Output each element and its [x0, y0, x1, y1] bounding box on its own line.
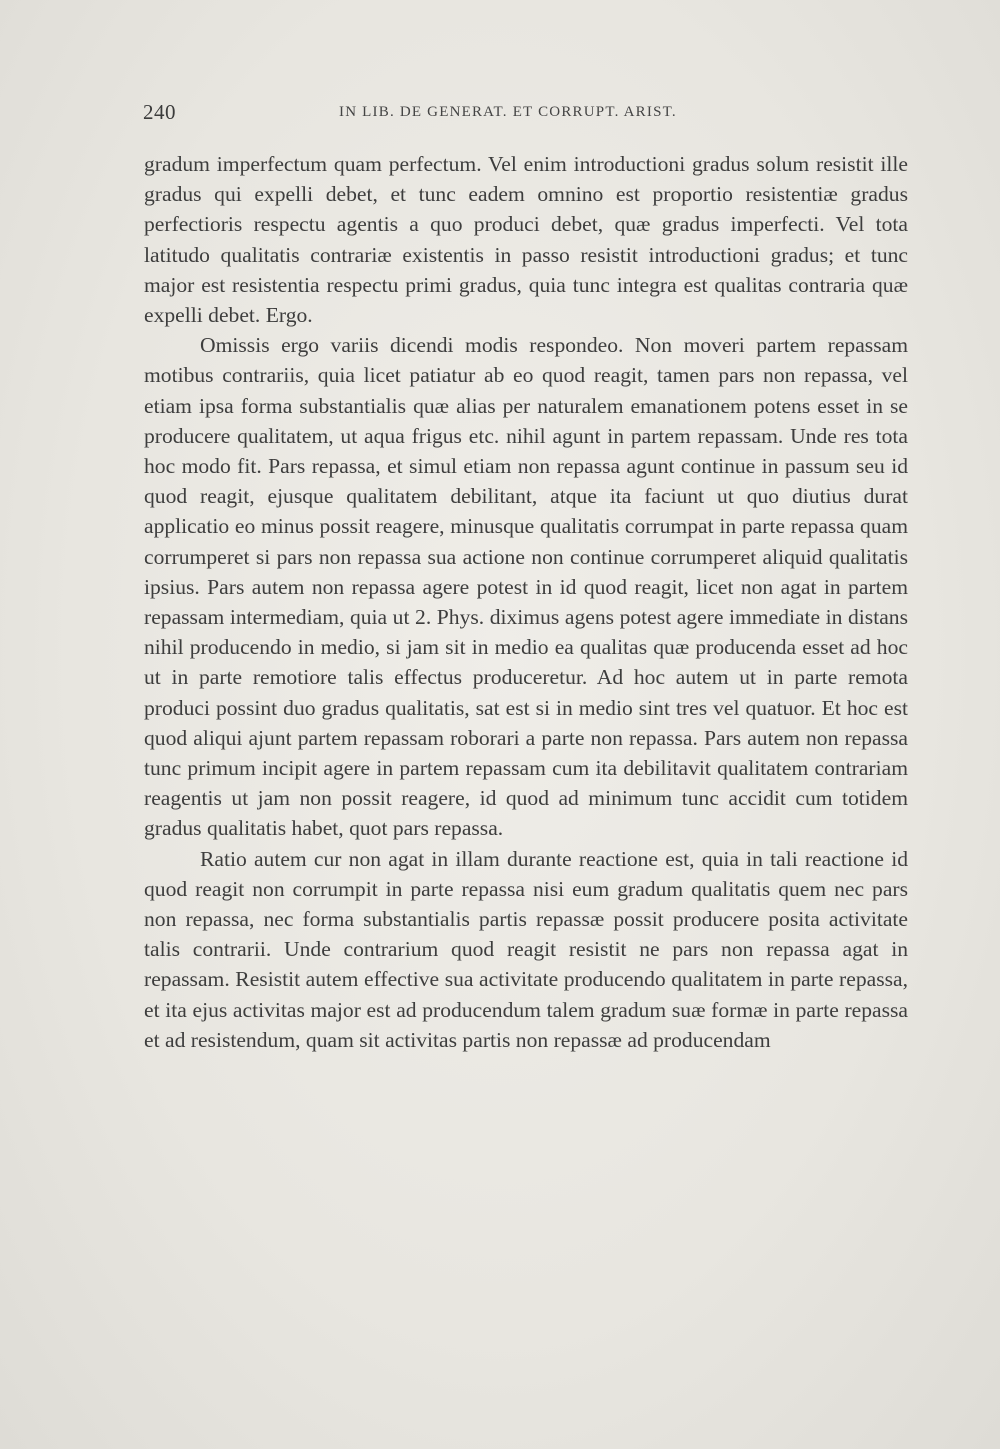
page-number: 240 — [143, 100, 176, 124]
paragraph: Ratio autem cur non agat in illam durante reactione est, quia in tali reactione id quod reagit non corrumpit in parte repassa nisi eum gradum qualitatis quem nec pars non repassa, nec forma substantialis partis repassæ possit producere posita activitate talis contrarii. Unde contrarium quod reagit resistit ne pars non repassa agat in repassam. Resistit autem effective sua activitate producendo qualitatem in parte repassa, et ita ejus activitas major est ad producendum talem gradum suæ formæ in parte repassa et ad resistendum, quam sit activitas partis non repassæ ad producendam — [144, 846, 908, 1052]
running-title: IN LIB. DE GENERAT. ET CORRUPT. ARIST. — [339, 104, 677, 120]
running-head — [143, 100, 908, 130]
body-text — [144, 149, 908, 1055]
paragraph: gradum imperfectum quam perfectum. Vel enim introductioni gradus solum resistit ille gradus qui expelli debet, et tunc eadem omnino est proportio resistentiæ gradus perfectioris respectu agentis a quo produci debet, quæ gradus imperfecti. Vel tota latitudo qualitatis contrariæ existentis in passo resistit introductioni gradus; et tunc major est resistentia respectu primi gradus, quia tunc integra est qualitas contraria quæ expelli debet. Ergo. — [144, 152, 908, 328]
paragraph: Omissis ergo variis dicendi modis respondeo. Non moveri partem repassam motibus contrariis, quia licet patiatur ab eo quod reagit, tamen pars non repassa, vel etiam ipsa forma substantialis quæ alias per naturalem emanationem potens esset in se producere qualitatem, ut aqua frigus etc. nihil agunt in partem repassam. Unde res tota hoc modo fit. Pars repassa, et simul etiam non repassa agunt continue in passum seu id quod reagit, ejusque qualitatem debilitant, atque ita faciunt ut quo diutius durat applicatio eo minus possit reagere, minusque qualitatis corrumpat in parte repassa quam corrumperet si pars non repassa sua actione non continue corrumperet aliquid qualitatis ipsius. Pars autem non repassa agere potest in id quod reagit, licet non agat in partem repassam intermediam, quia ut 2. Phys. diximus agens potest agere immediate in distans nihil producendo in medio, si jam sit in medio ea qualitas quæ producenda esset ad hoc ut in parte remotiore talis effectus produceretur. Ad hoc autem ut in parte remota produci possint duo gradus qualitatis, sat est si in medio sint tres vel quatuor. Et hoc est quod aliqui ajunt partem repassam roborari a parte non repassa. Pars autem non repassa tunc primum incipit agere in partem repassam cum ita debilitavit qualitatem contrariam reagentis ut jam non possit reagere, id quod ad minimum tunc accidit cum totidem gradus qualitatis habet, quot pars repassa. — [144, 333, 908, 841]
